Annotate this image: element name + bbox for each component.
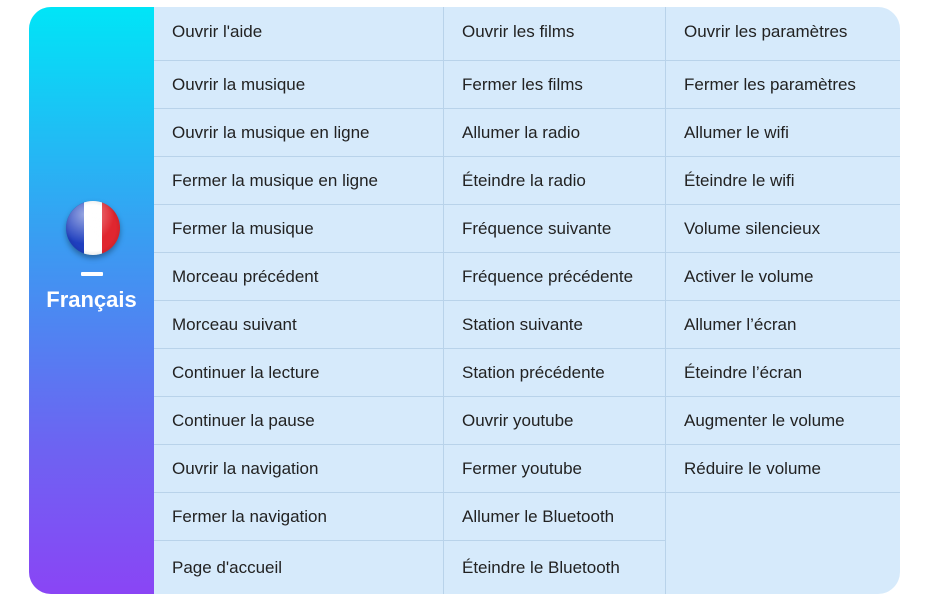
flag-gloss (66, 201, 120, 255)
command-item: Réduire le volume (666, 445, 900, 493)
language-panel (29, 7, 154, 594)
command-item: Continuer la lecture (154, 349, 443, 397)
divider-dash (81, 272, 103, 276)
command-item: Éteindre la radio (444, 157, 665, 205)
language-label: Français (46, 287, 137, 312)
command-item: Ouvrir la musique (154, 61, 443, 109)
command-item: Éteindre le wifi (666, 157, 900, 205)
command-item: Page d'accueil (172, 558, 283, 577)
command-item: Fermer les paramètres (666, 61, 900, 109)
command-item: Fermer la musique en ligne (154, 157, 443, 205)
command-item: Éteindre le Bluetooth (462, 558, 620, 577)
command-item: Ouvrir la musique en ligne (154, 109, 443, 157)
command-table (154, 7, 900, 594)
command-item: Allumer la radio (444, 109, 665, 157)
command-item: Ouvrir l'aide (154, 7, 443, 61)
command-item: Activer le volume (666, 253, 900, 301)
france-flag-icon (66, 201, 120, 255)
command-item: Ouvrir les films (444, 7, 665, 61)
command-item: Station précédente (444, 349, 665, 397)
command-item: Fermer la musique (154, 205, 443, 253)
empty-cell (666, 493, 900, 541)
command-item: Allumer l’écran (666, 301, 900, 349)
command-item: Fermer la navigation (154, 493, 443, 541)
command-item: Fermer les films (444, 61, 665, 109)
command-item: Fréquence précédente (444, 253, 665, 301)
command-item: Éteindre l’écran (666, 349, 900, 397)
command-item: Allumer le Bluetooth (444, 493, 665, 541)
command-item: Ouvrir youtube (444, 397, 665, 445)
command-item: Fréquence suivante (444, 205, 665, 253)
command-item: Continuer la pause (154, 397, 443, 445)
command-item: Morceau précédent (154, 253, 443, 301)
command-item: Morceau suivant (154, 301, 443, 349)
command-item: Fermer youtube (444, 445, 665, 493)
command-item: Augmenter le volume (666, 397, 900, 445)
command-item: Station suivante (444, 301, 665, 349)
column-divider (443, 7, 444, 594)
command-item: Ouvrir la navigation (154, 445, 443, 493)
command-column-3 (666, 7, 900, 594)
command-item: Allumer le wifi (666, 109, 900, 157)
command-column-1 (154, 7, 443, 594)
command-item: Volume silencieux (666, 205, 900, 253)
command-card (29, 7, 900, 594)
command-column-2 (444, 7, 665, 594)
column-divider (665, 7, 666, 594)
empty-cell (666, 541, 900, 594)
command-item: Ouvrir les paramètres (666, 7, 900, 61)
